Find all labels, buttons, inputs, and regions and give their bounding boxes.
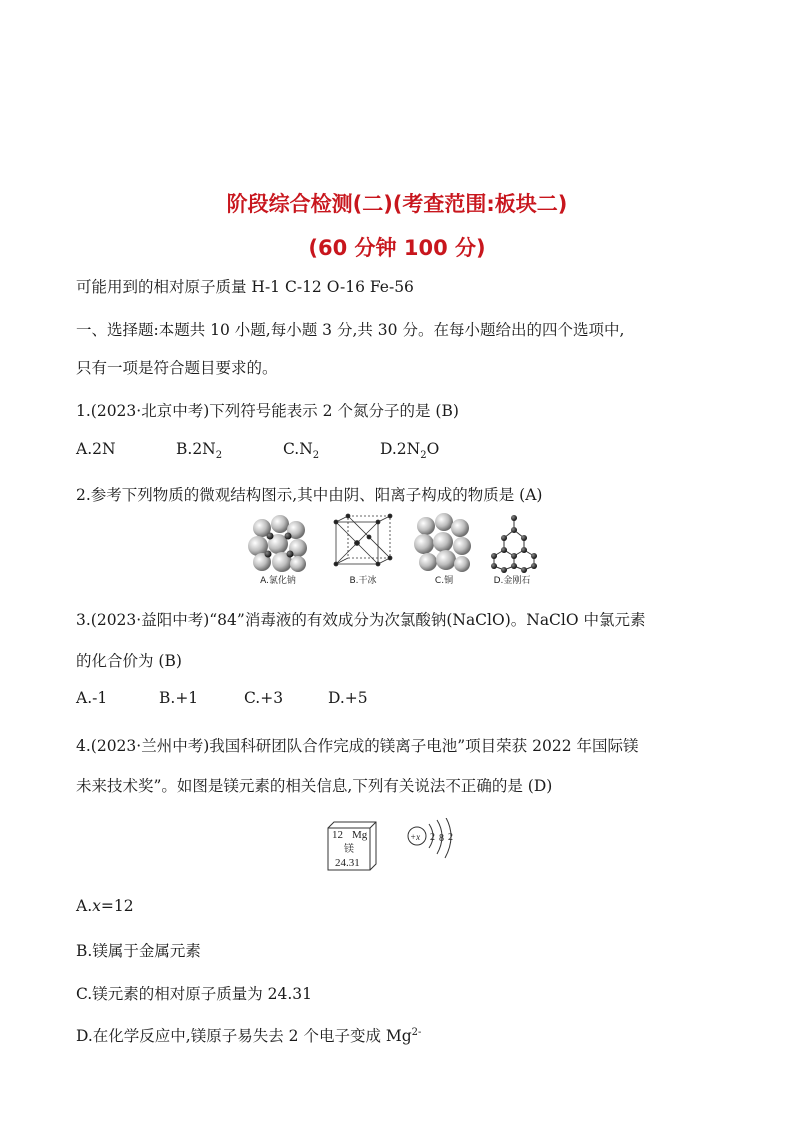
q1-stem: 1.(2023·北京中考)下列符号能表示 2 个氮分子的是 (B) [76, 402, 459, 420]
dry-ice-structure-icon [334, 514, 392, 586]
nucleus-charge: +x [410, 832, 421, 842]
shell-2-electrons: 8 [439, 833, 444, 844]
element-mass: 24.31 [335, 857, 360, 869]
q3-option-d: D.+5 [328, 689, 368, 707]
q2-caption-c: C.铜 [434, 576, 454, 586]
q4-stem-line1: 4.(2023·兰州中考)我国科研团队合作完成的镁离子电池”项目荣获 2022 年国际镁 [76, 737, 639, 755]
atom-structure-diagram [408, 818, 453, 858]
element-card [328, 822, 376, 870]
q1-option-c: $C.N_2$ [283, 440, 320, 462]
page-title: 阶段综合检测(二)(考查范围:板块二) [226, 192, 568, 216]
q4-stem-line2: 未来技术奖”。如图是镁元素的相关信息,下列有关说法不正确的是 (D) [76, 777, 553, 795]
q3-stem-line2: 的化合价为 (B) [76, 652, 182, 670]
q1-option-a: A.2N [76, 440, 116, 458]
element-symbol: Mg [352, 829, 368, 841]
page-subtitle: (60 分钟 100 分) [308, 236, 486, 260]
q1-option-d: $D.2N_2O$ [380, 440, 440, 462]
q1-option-b: $B.2N_2$ [176, 440, 223, 462]
q4-option-a: A.x=12 [76, 897, 134, 915]
section-instructions-line2: 只有一项是符合题目要求的。 [76, 359, 278, 377]
element-number: 12 [332, 829, 343, 841]
q3-stem-line1: 3.(2023·益阳中考)“84”消毒液的有效成分为次氯酸钠(NaClO)。NaClO 中氯元素 [76, 611, 646, 629]
nacl-structure-icon [248, 515, 307, 586]
q1-options [76, 440, 439, 461]
q4-magnesium-figure [325, 818, 475, 874]
element-name: 镁 [344, 844, 354, 855]
shell-3-electrons: 2 [448, 832, 453, 843]
q3-option-b: B.+1 [159, 689, 199, 707]
diamond-structure-icon [491, 515, 537, 586]
q2-caption-a: A.氯化钠 [260, 576, 296, 586]
q3-option-c: C.+3 [244, 689, 284, 707]
q3-option-a: A.-1 [76, 689, 108, 707]
section-instructions-line1: 一、选择题:本题共 10 小题,每小题 3 分,共 30 分。在每小题给出的四个选项中, [76, 321, 625, 339]
q2-stem: 2.参考下列物质的微观结构图示,其中由阴、阳离子构成的物质是 (A) [76, 486, 543, 504]
q3-options [76, 689, 368, 707]
q2-caption-d: D.金刚石 [493, 576, 531, 586]
q2-structures-figure [240, 512, 540, 588]
shell-1-electrons: 2 [430, 832, 435, 843]
atomic-masses: 可能用到的相对原子质量 H-1 C-12 O-16 Fe-56 [76, 278, 414, 296]
q4-option-d: D.在化学反应中,镁原子易失去 2 个电子变成 $Mg^{2-}$ [76, 1026, 422, 1045]
q2-caption-b: B.干冰 [349, 576, 377, 586]
q4-option-c: C.镁元素的相对原子质量为 24.31 [76, 985, 313, 1003]
copper-structure-icon [414, 513, 471, 586]
q4-option-b: B.镁属于金属元素 [76, 942, 201, 960]
